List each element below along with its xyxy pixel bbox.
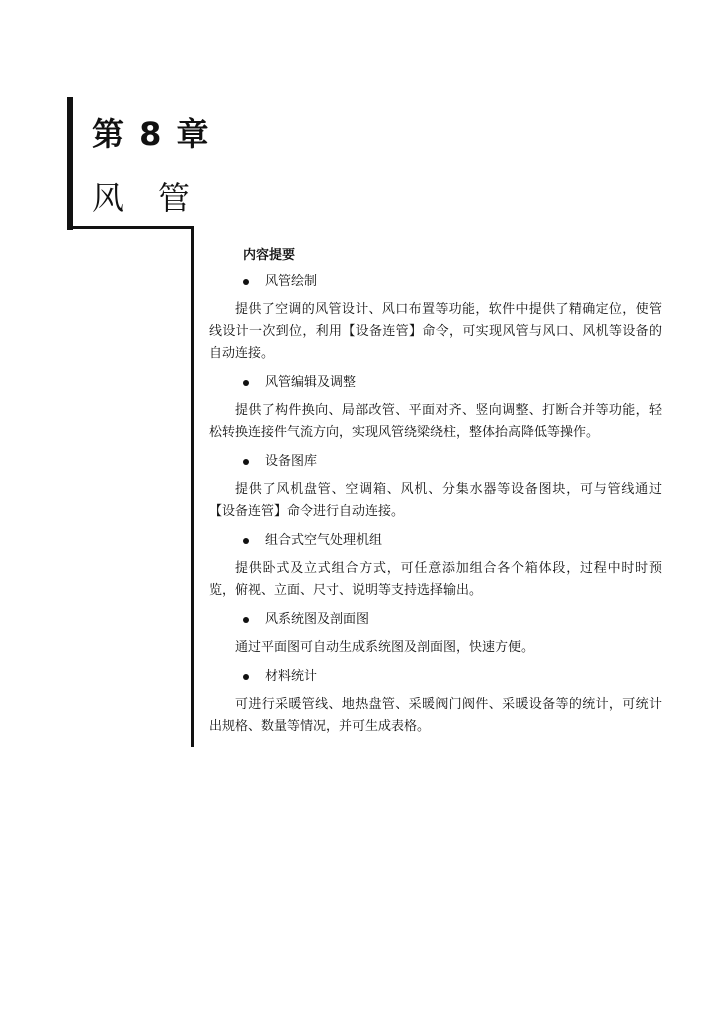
section-text-duct-drawing: 提供了空调的风管设计、风口布置等功能，软件中提供了精确定位，使管线设计一次到位，利用【设备连管】命令，可实现风管与风口、风机等设备的自动连接。 <box>209 302 662 361</box>
section-text-duct-editing: 提供了构件换向、局部改管、平面对齐、竖向调整、打断合并等功能，轻松转换连接件气流方向，实现风管绕梁绕柱，整体抬高降低等操作。 <box>209 403 662 440</box>
chapter-heading <box>67 97 227 230</box>
section-text-material-statistics: 可进行采暖管线、地热盘管、采暖阀门阀件、采暖设备等的统计，可统计出规格、数量等情况，并可生成表格。 <box>209 697 662 734</box>
bullet-icon <box>243 279 249 285</box>
chapter-number: 第 8 章 <box>92 115 211 153</box>
summary-section <box>209 272 662 365</box>
section-title-text: 风管编辑及调整 <box>265 375 357 390</box>
bullet-icon <box>243 459 249 465</box>
chapter-summary <box>209 246 662 746</box>
section-title-duct-editing <box>243 373 662 393</box>
bullet-icon <box>243 538 249 544</box>
section-text-air-handling-unit: 提供卧式及立式组合方式，可任意添加组合各个箱体段，过程中时时预览，俯视、立面、尺寸、说明等支持选择输出。 <box>209 561 662 598</box>
section-title-material-statistics <box>243 667 662 687</box>
section-title-text: 风系统图及剖面图 <box>265 612 370 627</box>
section-title-equipment-library <box>243 452 662 472</box>
section-text-system-sections: 通过平面图可自动生成系统图及剖面图，快速方便。 <box>235 640 535 655</box>
section-title-text: 材料统计 <box>265 669 318 684</box>
section-title-text: 设备图库 <box>265 454 318 469</box>
chapter-underline <box>73 226 193 229</box>
chapter-title: 风管 <box>92 179 225 217</box>
summary-section <box>209 373 662 444</box>
section-title-text: 组合式空气处理机组 <box>265 533 383 548</box>
section-title-text: 风管绘制 <box>265 274 318 289</box>
bullet-icon <box>243 674 249 680</box>
bullet-icon <box>243 380 249 386</box>
section-text-equipment-library: 提供了风机盘管、空调箱、风机、分集水器等设备图块，可与管线通过【设备连管】命令进行自动连接。 <box>209 482 662 519</box>
summary-section <box>209 667 662 738</box>
summary-section <box>209 452 662 523</box>
section-title-air-handling-unit <box>243 531 662 551</box>
content-side-rule <box>191 226 194 747</box>
section-title-duct-drawing <box>243 272 662 292</box>
bullet-icon <box>243 617 249 623</box>
summary-section <box>209 610 662 659</box>
section-title-system-sections <box>243 610 662 630</box>
summary-heading: 内容提要 <box>243 248 296 263</box>
summary-section <box>209 531 662 602</box>
